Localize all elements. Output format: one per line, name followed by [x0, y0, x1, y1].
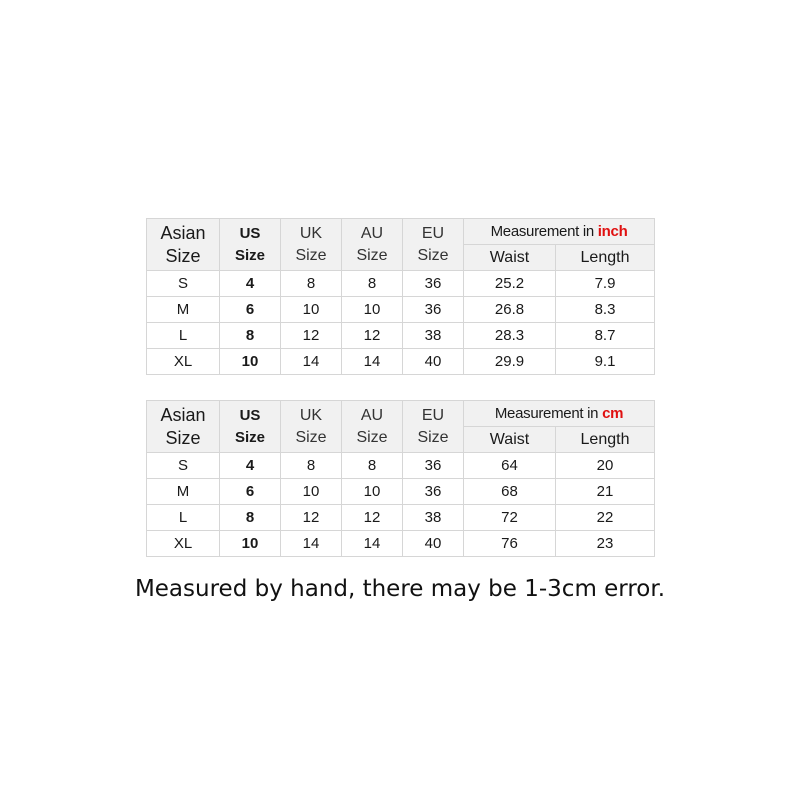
header-line: Size — [234, 246, 265, 264]
au-size-cell: 12 — [342, 323, 403, 349]
eu-size-header — [403, 401, 464, 453]
measurement-prefix: Measurement in — [490, 223, 598, 240]
header-line: Asian — [160, 404, 206, 425]
measurement-prefix: Measurement in — [494, 405, 603, 422]
eu-size-cell: 38 — [403, 505, 464, 531]
header-line: Size — [356, 428, 388, 446]
header-line: EU — [421, 406, 445, 424]
length-cell: 7.9 — [556, 271, 655, 297]
us-size-cell: 4 — [220, 271, 281, 297]
waist-cell: 29.9 — [464, 349, 556, 375]
length-cell: 23 — [556, 531, 655, 557]
eu-size-cell: 36 — [403, 271, 464, 297]
length-cell: 9.1 — [556, 349, 655, 375]
us-size-cell: 6 — [220, 479, 281, 505]
eu-size-cell: 40 — [403, 349, 464, 375]
asian-size-cell: S — [147, 453, 220, 479]
au-size-header — [342, 219, 403, 271]
table-body — [147, 271, 655, 375]
table-row — [147, 479, 655, 505]
length-cell: 22 — [556, 505, 655, 531]
au-size-cell: 14 — [342, 531, 403, 557]
uk-size-cell: 10 — [281, 297, 342, 323]
uk-size-cell: 8 — [281, 271, 342, 297]
us-size-cell: 8 — [220, 323, 281, 349]
table-row — [147, 271, 655, 297]
length-cell: 8.7 — [556, 323, 655, 349]
asian-size-cell: S — [147, 271, 220, 297]
uk-size-cell: 14 — [281, 349, 342, 375]
header-line: US — [239, 224, 261, 242]
length-header: Length — [556, 245, 655, 271]
header-line: Size — [417, 428, 449, 446]
header-line: Asian — [160, 222, 206, 243]
us-size-cell: 6 — [220, 297, 281, 323]
asian-size-cell: M — [147, 479, 220, 505]
uk-size-cell: 14 — [281, 531, 342, 557]
header-line: US — [239, 406, 261, 424]
asian-size-cell: XL — [147, 531, 220, 557]
table-row — [147, 505, 655, 531]
waist-cell: 64 — [464, 453, 556, 479]
au-size-header — [342, 401, 403, 453]
measurement-header — [464, 401, 655, 427]
header-line: UK — [299, 224, 323, 242]
header-line: EU — [421, 224, 445, 242]
au-size-cell: 8 — [342, 271, 403, 297]
asian-size-cell: L — [147, 505, 220, 531]
uk-size-cell: 8 — [281, 453, 342, 479]
measurement-note: Measured by hand, there may be 1-3cm error. — [134, 576, 666, 602]
eu-size-cell: 36 — [403, 297, 464, 323]
asian-size-cell: XL — [147, 349, 220, 375]
table-row — [147, 349, 655, 375]
table-row — [147, 297, 655, 323]
eu-size-header — [403, 219, 464, 271]
eu-size-cell: 38 — [403, 323, 464, 349]
size-table-cm — [146, 400, 655, 557]
table-header-row — [147, 219, 655, 245]
us-size-header — [220, 219, 281, 271]
header-line: Size — [295, 246, 327, 264]
measurement-header — [464, 219, 655, 245]
table-row — [147, 323, 655, 349]
au-size-cell: 12 — [342, 505, 403, 531]
measurement-unit: inch — [597, 223, 628, 240]
header-line: Size — [356, 246, 388, 264]
au-size-cell: 10 — [342, 479, 403, 505]
header-line: Size — [165, 245, 201, 266]
au-size-cell: 10 — [342, 297, 403, 323]
waist-header: Waist — [464, 245, 556, 271]
us-size-cell: 8 — [220, 505, 281, 531]
header-line: Size — [234, 428, 265, 446]
asian-size-cell: M — [147, 297, 220, 323]
size-table-inch — [146, 218, 655, 375]
au-size-cell: 14 — [342, 349, 403, 375]
asian-size-cell: L — [147, 323, 220, 349]
length-header: Length — [556, 427, 655, 453]
length-cell: 8.3 — [556, 297, 655, 323]
waist-header: Waist — [464, 427, 556, 453]
waist-cell: 26.8 — [464, 297, 556, 323]
asian-size-header — [147, 219, 220, 271]
header-line: Size — [417, 246, 449, 264]
measurement-unit: cm — [602, 405, 624, 422]
length-cell: 21 — [556, 479, 655, 505]
waist-cell: 76 — [464, 531, 556, 557]
table-header-row — [147, 401, 655, 427]
length-cell: 20 — [556, 453, 655, 479]
us-size-cell: 10 — [220, 531, 281, 557]
uk-size-cell: 12 — [281, 505, 342, 531]
au-size-cell: 8 — [342, 453, 403, 479]
waist-cell: 72 — [464, 505, 556, 531]
waist-cell: 25.2 — [464, 271, 556, 297]
uk-size-cell: 10 — [281, 479, 342, 505]
header-line: UK — [299, 406, 323, 424]
eu-size-cell: 40 — [403, 531, 464, 557]
us-size-header — [220, 401, 281, 453]
table-body — [147, 453, 655, 557]
uk-size-header — [281, 401, 342, 453]
asian-size-header — [147, 401, 220, 453]
header-line: Size — [165, 427, 201, 448]
us-size-cell: 4 — [220, 453, 281, 479]
waist-cell: 28.3 — [464, 323, 556, 349]
uk-size-cell: 12 — [281, 323, 342, 349]
header-line: AU — [360, 406, 384, 424]
table-row — [147, 453, 655, 479]
eu-size-cell: 36 — [403, 479, 464, 505]
eu-size-cell: 36 — [403, 453, 464, 479]
table-row — [147, 531, 655, 557]
uk-size-header — [281, 219, 342, 271]
waist-cell: 68 — [464, 479, 556, 505]
us-size-cell: 10 — [220, 349, 281, 375]
header-line: AU — [360, 224, 384, 242]
header-line: Size — [295, 428, 327, 446]
